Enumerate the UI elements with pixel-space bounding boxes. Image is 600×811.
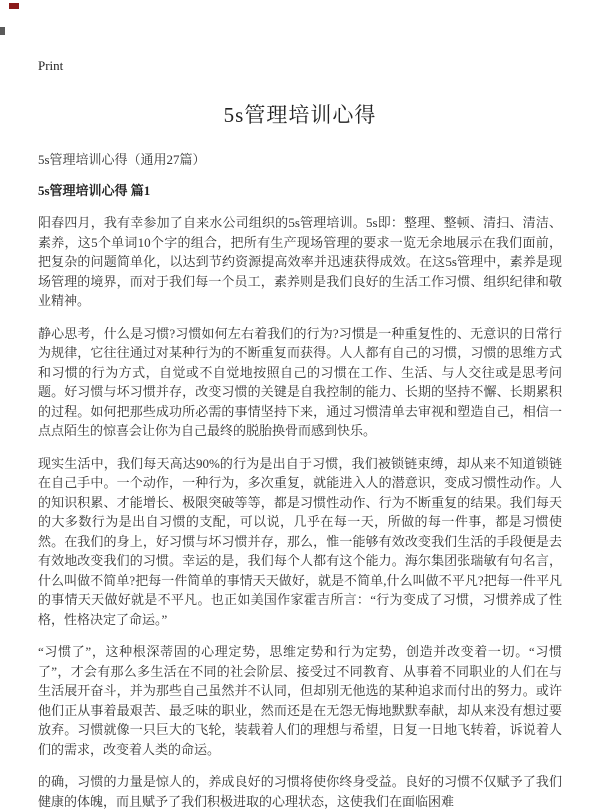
section-heading: 5s管理培训心得 篇1 [38,183,151,198]
print-link[interactable]: Print [38,58,64,73]
page-title: 5s管理培训心得 [223,103,377,127]
paragraph: 的确，习惯的力量是惊人的，养成良好的习惯将使你终身受益。良好的习惯不仅赋予了我们健康的体魄，而且赋予了我们积极进取的心理状态，这使我们在面临困难 [38,774,562,809]
paragraph: 静心思考，什么是习惯?习惯如何左右着我们的行为?习惯是一种重复性的、无意识的日常行为规律，它往往通过对某种行为的不断重复而获得。人人都有自己的习惯，习惯的思维方式和习惯的行为方式，自觉或不自觉地按照自己的习惯在工作、生活、与人交往或是思考问题。好习惯与坏习惯并存，改变习惯的关键是自我控制的能力、长期的坚持不懈、长期累积的过程。如何把那些成功所必需的事情坚持下来，通过习惯清单去审视和塑造自己，相信一点点陌生的惊喜会让你为自己最终的脱胎换骨而感到快乐。 [38,325,562,438]
article-body [38,213,562,811]
paragraph: 阳春四月，我有幸参加了自来水公司组织的5s管理培训。5s即：整理、整顿、清扫、清洁、素养，这5个单词10个字的组合，把所有生产现场管理的要求一览无余地展示在我们面前，把复杂的问题简单化，以达到节约资源提高效率并迅速获得成效。在这5s管理中，素养是现场管理的境界，而对于我们每一个员工，素养则是我们良好的生活工作习惯、组织纪律和敬业精神。 [38,215,562,308]
corner-artifact-2-icon [0,27,5,35]
corner-artifact-icon [9,3,19,9]
article-subtitle: 5s管理培训心得（通用27篇） [38,152,206,167]
paragraph: “习惯了”，这种根深蒂固的心理定势，思维定势和行为定势，创造并改变着一切。“习惯了”，才会有那么多生活在不同的社会阶层、接受过不同教育、从事着不同职业的人们在与生活展开奋斗，并为那些自己虽然并不认同，但却别无他选的某种追求而付出的努力。或许他们正从事着最艰苦、最乏味的职业，然而还是在无怨无悔地默默奉献，却从来没有想过要放弃。习惯就像一只巨大的飞轮，装载着人们的理想与希望，日复一日地飞转着，诉说着人们的需求，改变着人类的命运。 [38,644,562,757]
paragraph: 现实生活中，我们每天高达90%的行为是出自于习惯，我们被锁链束缚，却从来不知道锁链在自己手中。一个动作，一种行为，多次重复，就能进入人的潜意识，变成习惯性动作。人的知识积累、才能增长、极限突破等等，都是习惯性动作、行为不断重复的结果。我们每天的大多数行为是出自习惯的支配，可以说，几乎在每一天，所做的每一件事，都是习惯使然。在我们的身上，好习惯与坏习惯并存，那么，惟一能够有效改变我们生活的手段便是去有效地改变我们的习惯。幸运的是，我们每个人都有这个能力。海尔集团张瑞敏有句名言，什么叫做不简单?把每一件简单的事情天天做好，就是不简单,什么叫做不平凡?把每一件平凡的事情天天做好就是不平凡。也正如美国作家霍吉所言：“行为变成了习惯，习惯养成了性格，性格决定了命运。” [38,455,562,627]
